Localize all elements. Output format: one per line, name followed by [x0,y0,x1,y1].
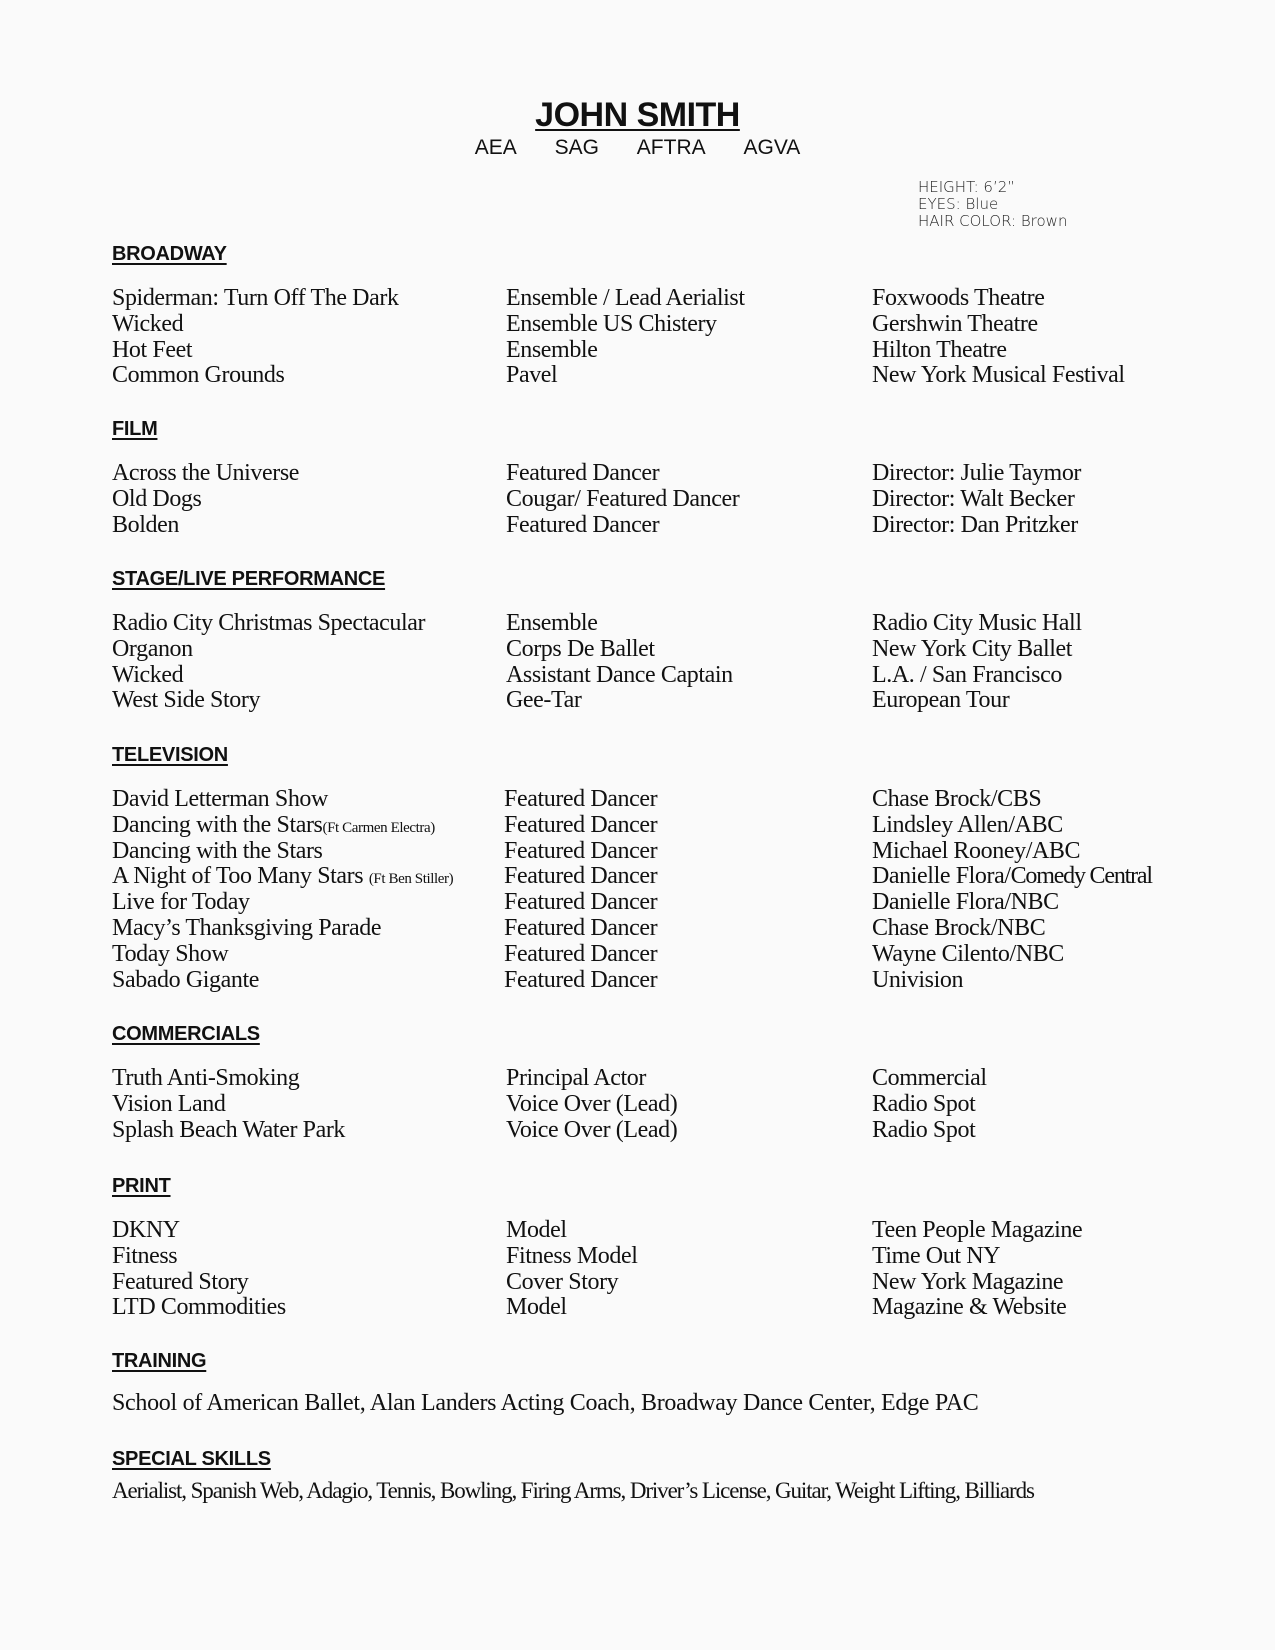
title-cell: Truth Anti-Smoking [112,1065,300,1091]
venue-cell: Director: Dan Pritzker [872,511,1078,538]
table-row [112,812,1212,838]
table-row [112,512,1212,538]
show-title: Sabado Gigante [112,966,260,993]
title-cell [112,786,328,815]
section-rows [112,285,1212,388]
title-cell: Common Grounds [112,362,285,389]
eyes-stat: EYES: Blue [918,195,999,213]
table-row [112,1065,1212,1091]
skills-text: Aerialist, Spanish Web, Adagio, Tennis, Bowling, Firing Arms, Driver’s License, Guitar, Weight Lifting, Billiards [112,1478,1034,1503]
show-title: Today Show [112,940,229,967]
venue-cell: European Tour [872,687,1010,714]
table-row [112,1269,1212,1295]
role-cell: Ensemble / Lead Aerialist [506,285,745,311]
venue-cell: Gershwin Theatre [872,310,1038,337]
training-text: School of American Ballet, Alan Landers Acting Coach, Broadway Dance Center, Edge PAC [112,1390,979,1416]
title-cell: Fitness [112,1242,178,1269]
role-cell: Featured Dancer [506,460,660,486]
table-row [112,486,1212,512]
credit-cell [872,838,1080,864]
role-cell: Featured Dancer [504,889,658,916]
credit-cell [872,786,1041,812]
venue-cell: Radio Spot [872,1116,976,1143]
table-row [112,610,1212,636]
role-cell: Voice Over (Lead) [506,1116,678,1143]
section-heading: SPECIAL SKILLS [112,1448,271,1470]
title-cell: LTD Commodities [112,1294,286,1321]
credit-text: Wayne Cilento/NBC [872,940,1064,967]
table-row [112,1117,1212,1143]
title-cell: Old Dogs [112,485,202,512]
section-heading: BROADWAY [112,243,227,265]
venue-cell: New York Musical Festival [872,362,1125,389]
role-cell: Featured Dancer [504,914,658,941]
table-row [112,786,1212,812]
credit-cell [872,812,1063,838]
title-cell [112,915,381,944]
credit-cell [872,889,1059,915]
venue-cell: Radio City Music Hall [872,610,1082,636]
venue-cell: Commercial [872,1065,987,1091]
credit-network: Comedy Central [1010,863,1152,890]
role-cell: Gee-Tar [506,687,582,714]
table-row [112,889,1212,915]
table-row [112,915,1212,941]
role-cell: Cover Story [506,1268,619,1295]
title-cell: Featured Story [112,1268,249,1295]
section-rows [112,1217,1212,1320]
section-rows [112,460,1212,537]
credit-cell [872,915,1045,941]
title-cell: Bolden [112,511,179,538]
credit-text: Michael Rooney/ABC [872,837,1081,864]
hair-stat: HAIR COLOR: Brown [918,212,1068,230]
section-heading: FILM [112,418,158,440]
section-rows [112,610,1212,713]
height-stat: HEIGHT: 6’2” [918,178,1016,196]
role-cell: Assistant Dance Captain [506,661,733,688]
table-row [112,337,1212,363]
section-broadway [112,243,1212,388]
section-heading: TELEVISION [112,744,228,766]
role-cell: Cougar/ Featured Dancer [506,485,740,512]
section-film [112,418,1212,537]
title-cell: Organon [112,635,193,662]
section-heading: COMMERCIALS [112,1023,260,1045]
title-cell [112,941,228,970]
section-print [112,1175,1212,1320]
table-row [112,285,1212,311]
table-row [112,1243,1212,1269]
featuring-note: (Ft Ben Stiller) [368,871,454,888]
show-title: Dancing with the Stars [112,837,323,864]
table-row [112,941,1212,967]
role-cell: Featured Dancer [504,940,658,967]
role-cell: Model [506,1217,567,1243]
role-cell: Featured Dancer [506,511,660,538]
title-cell: Vision Land [112,1090,226,1117]
role-cell: Ensemble [506,610,598,636]
table-row [112,636,1212,662]
title-cell: Splash Beach Water Park [112,1116,346,1143]
table-row [112,662,1212,688]
title-cell: Wicked [112,661,184,688]
role-cell: Model [506,1294,567,1321]
title-cell: Spiderman: Turn Off The Dark [112,285,399,311]
section-special-skills [112,1448,1212,1504]
table-row [112,1217,1212,1243]
table-row [112,460,1212,486]
section-training [112,1350,1212,1417]
role-cell: Fitness Model [506,1242,638,1269]
table-row [112,967,1212,993]
union-affiliations [0,136,1275,160]
credit-cell [872,967,963,993]
show-title: Live for Today [112,889,250,916]
credit-text: Chase Brock/NBC [872,914,1046,941]
title-cell [112,838,323,867]
title-cell [112,967,259,996]
venue-cell: Radio Spot [872,1090,976,1117]
venue-cell: L.A. / San Francisco [872,661,1062,688]
show-title: Macy’s Thanksgiving Parade [112,914,382,941]
table-row [112,1091,1212,1117]
union-sag: SAG [554,136,599,159]
role-cell: Pavel [506,362,558,389]
role-cell: Featured Dancer [504,786,658,812]
role-cell: Ensemble [506,336,598,363]
credit-text: Univision [872,966,964,993]
union-aea: AEA [474,136,517,159]
credit-text: Danielle Flora/NBC [872,889,1059,916]
table-row [112,362,1212,388]
venue-cell: New York Magazine [872,1268,1064,1295]
title-cell [112,889,250,918]
credit-text: Danielle Flora/ [872,863,1011,890]
table-row [112,1294,1212,1320]
section-television [112,744,1212,992]
venue-cell: Hilton Theatre [872,336,1007,363]
role-cell: Featured Dancer [504,837,658,864]
role-cell: Principal Actor [506,1065,646,1091]
title-cell: Wicked [112,310,184,337]
venue-cell: Magazine & Website [872,1294,1067,1321]
show-title: A Night of Too Many Stars [112,863,369,890]
section-rows [112,786,1212,992]
section-stage [112,568,1212,713]
credit-cell [872,941,1064,967]
section-heading: TRAINING [112,1350,207,1372]
table-row [112,687,1212,713]
credit-cell [872,863,1152,889]
featuring-note: (Ft Carmen Electra) [322,819,435,836]
title-cell: DKNY [112,1217,180,1243]
role-cell: Corps De Ballet [506,635,655,662]
credit-text: Chase Brock/CBS [872,786,1042,812]
title-cell: West Side Story [112,687,261,714]
role-cell: Ensemble US Chistery [506,310,717,337]
table-row [112,311,1212,337]
table-row [112,863,1212,889]
title-cell [112,812,435,841]
venue-cell: New York City Ballet [872,635,1073,662]
role-cell: Featured Dancer [504,811,658,838]
venue-cell: Foxwoods Theatre [872,285,1045,311]
role-cell: Featured Dancer [504,863,658,890]
section-rows [112,1065,1212,1142]
section-commercials [112,1023,1212,1142]
venue-cell: Teen People Magazine [872,1217,1083,1243]
venue-cell: Director: Walt Becker [872,485,1075,512]
section-heading: STAGE/LIVE PERFORMANCE [112,568,386,590]
role-cell: Voice Over (Lead) [506,1090,678,1117]
venue-cell: Director: Julie Taymor [872,460,1082,486]
physical-stats [918,179,1067,230]
credit-text: Lindsley Allen/ABC [872,811,1063,838]
show-title: Dancing with the Stars [112,811,323,838]
title-cell [112,863,453,892]
union-agva: AGVA [743,136,801,159]
show-title: David Letterman Show [112,786,328,812]
title-cell: Hot Feet [112,336,193,363]
section-heading: PRINT [112,1175,171,1197]
role-cell: Featured Dancer [504,966,658,993]
union-aftra: AFTRA [636,136,706,159]
title-cell: Radio City Christmas Spectacular [112,610,426,636]
resume-name: JOHN SMITH [535,96,740,134]
venue-cell: Time Out NY [872,1242,1001,1269]
title-cell: Across the Universe [112,460,300,486]
table-row [112,838,1212,864]
